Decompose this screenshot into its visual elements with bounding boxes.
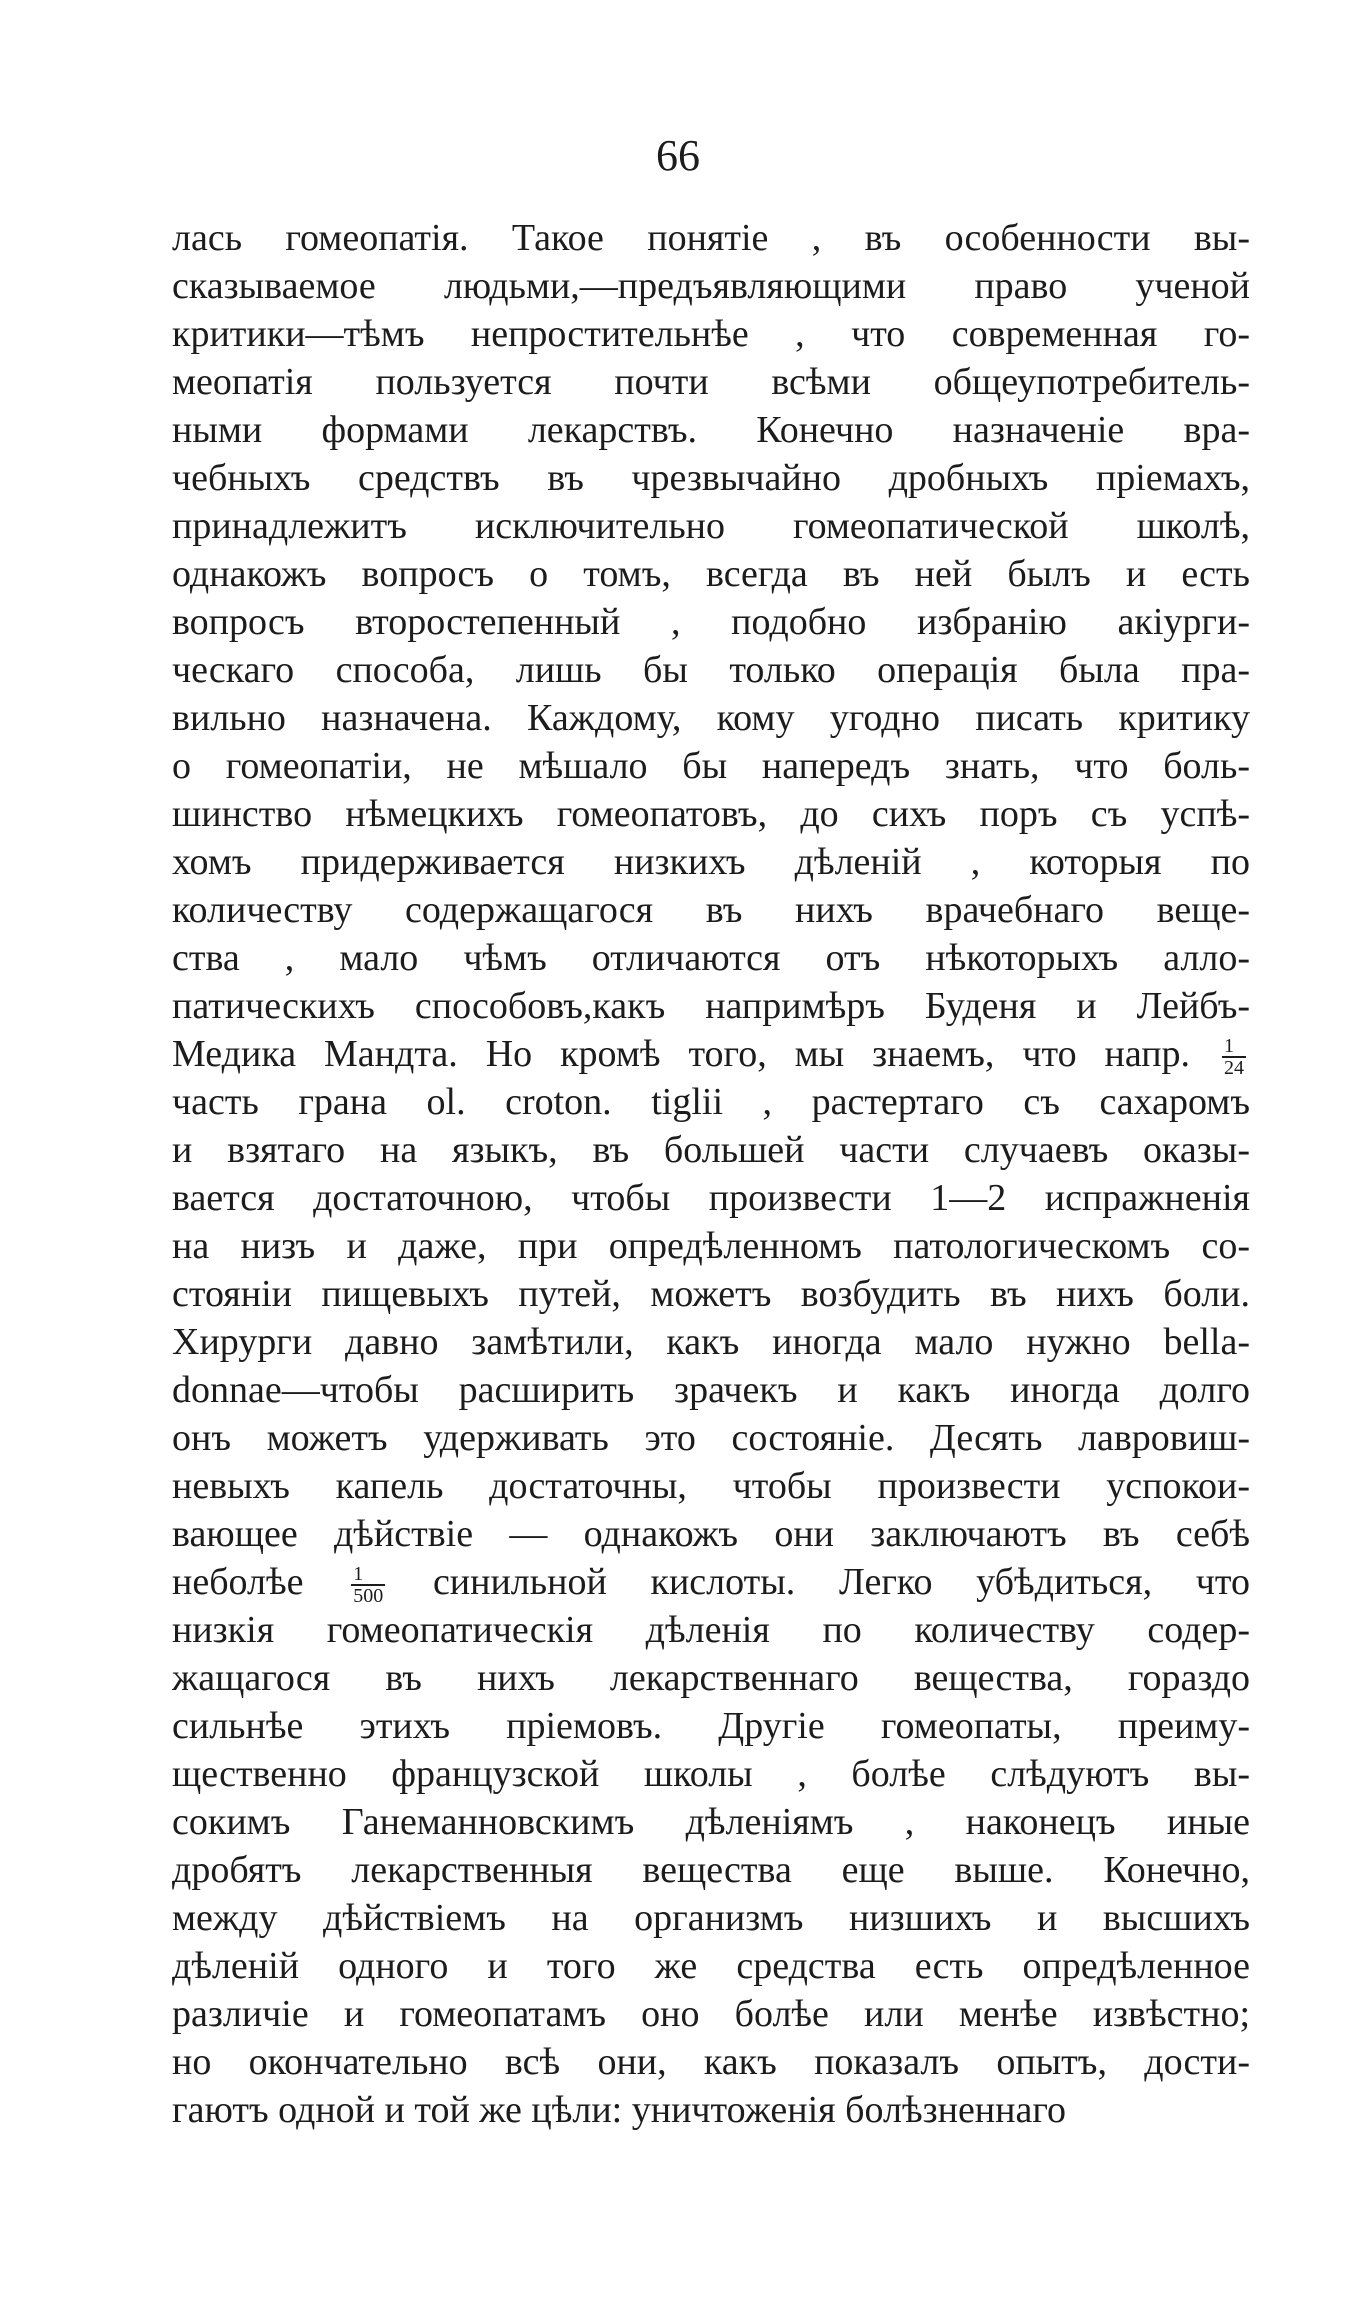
text-line-with-fraction [172,1030,1250,1078]
text-line: гаютъ одной и той же цѣли: уничтоженія болѣзненнаго [172,2089,1066,2131]
text-line: вопросъ второстепенный , подобно избранію акіурги- [172,601,1250,643]
text-line: шинство нѣмецкихъ гомеопатовъ, до сихъ поръ съ успѣ- [172,793,1250,835]
text-line: но окончательно всѣ они, какъ показалъ опытъ, дости- [172,2041,1250,2083]
text-line: сильнѣе этихъ пріемовъ. Другіе гомеопаты, преиму- [172,1705,1250,1747]
text-line: о гомеопатіи, не мѣшало бы напередъ знать, что боль- [172,745,1250,787]
text-line: Хирурги давно замѣтили, какъ иногда мало нужно bella- [172,1321,1250,1363]
body-text [172,214,1250,2134]
fraction [351,1564,385,1606]
text-line: невыхъ капель достаточны, чтобы произвести успокои- [172,1465,1250,1507]
line-text: неболѣе [172,1561,304,1603]
page-number: 66 [656,131,700,180]
text-line: дѣленій одного и того же средства есть опредѣленное [172,1945,1250,1987]
text-line: ческаго способа, лишь бы только операція была пра- [172,649,1250,691]
text-line: ства , мало чѣмъ отличаются отъ нѣкоторыхъ алло- [172,937,1250,979]
text-line: жащагося въ нихъ лекарственнаго вещества, гораздо [172,1657,1250,1699]
text-line: вающее дѣйствіе — однакожъ они заключаютъ въ себѣ [172,1513,1250,1555]
text-line: однакожъ вопросъ о томъ, всегда въ ней былъ и есть [172,553,1250,595]
text-line: чебныхъ средствъ въ чрезвычайно дробныхъ пріемахъ, [172,457,1250,499]
text-line: на низъ и даже, при опредѣленномъ патологическомъ со- [172,1225,1250,1267]
fraction [1222,1036,1246,1078]
text-line: онъ можетъ удерживать это состояніе. Десять лавровиш- [172,1417,1250,1459]
text-line: вильно назначена. Каждому, кому угодно писать критику [172,697,1250,739]
text-line: критики—тѣмъ непростительнѣе , что современная го- [172,313,1250,355]
text-line: ными формами лекарствъ. Конечно назначеніе вра- [172,409,1250,451]
text-line: между дѣйствіемъ на организмъ низшихъ и высшихъ [172,1897,1250,1939]
text-line-with-fraction [172,1558,1250,1606]
fraction-numerator: 1 [1222,1036,1246,1058]
text-line: и взятаго на языкъ, въ большей части случаевъ оказы- [172,1129,1250,1171]
text-line: хомъ придерживается низкихъ дѣленій , которыя по [172,841,1250,883]
text-line: дробятъ лекарственныя вещества еще выше. Конечно, [172,1849,1250,1891]
text-line: сказываемое людьми,—предъявляющими право ученой [172,265,1250,307]
text-line: donnae—чтобы расширить зрачекъ и какъ иногда долго [172,1369,1250,1411]
text-line: количеству содержащагося въ нихъ врачебнаго веще- [172,889,1250,931]
text-line: лась гомеопатія. Такое понятіе , въ особенности вы- [172,217,1250,259]
text-line: щественно французской школы , болѣе слѣдуютъ вы- [172,1753,1250,1795]
text-line: меопатія пользуется почти всѣми общеупотребитель- [172,361,1250,403]
line-text: Медика Мандта. Но кромѣ того, мы знаемъ, что напр. [172,1033,1191,1075]
text-line: часть грана ol. croton. tiglii , растертаго съ сахаромъ [172,1081,1250,1123]
text-line: различіе и гомеопатамъ оно болѣе или менѣе извѣстно; [172,1993,1250,2035]
text-line: стояніи пищевыхъ путей, можетъ возбудить въ нихъ боли. [172,1273,1250,1315]
text-line: вается достаточною, чтобы произвести 1—2 испражненія [172,1177,1250,1219]
fraction-numerator: 1 [351,1564,385,1586]
text-line: сокимъ Ганеманновскимъ дѣленіямъ , наконецъ иные [172,1801,1250,1843]
text-line: принадлежитъ исключительно гомеопатической школѣ, [172,505,1250,547]
text-line: низкія гомеопатическія дѣленія по количеству содер- [172,1609,1250,1651]
fraction-denominator: 24 [1224,1057,1244,1078]
line-text: синильной кислоты. Легко убѣдиться, что [432,1561,1250,1603]
text-line: патическихъ способовъ,какъ напримѣръ Буденя и Лейбъ- [172,985,1250,1027]
fraction-denominator: 500 [353,1585,384,1606]
